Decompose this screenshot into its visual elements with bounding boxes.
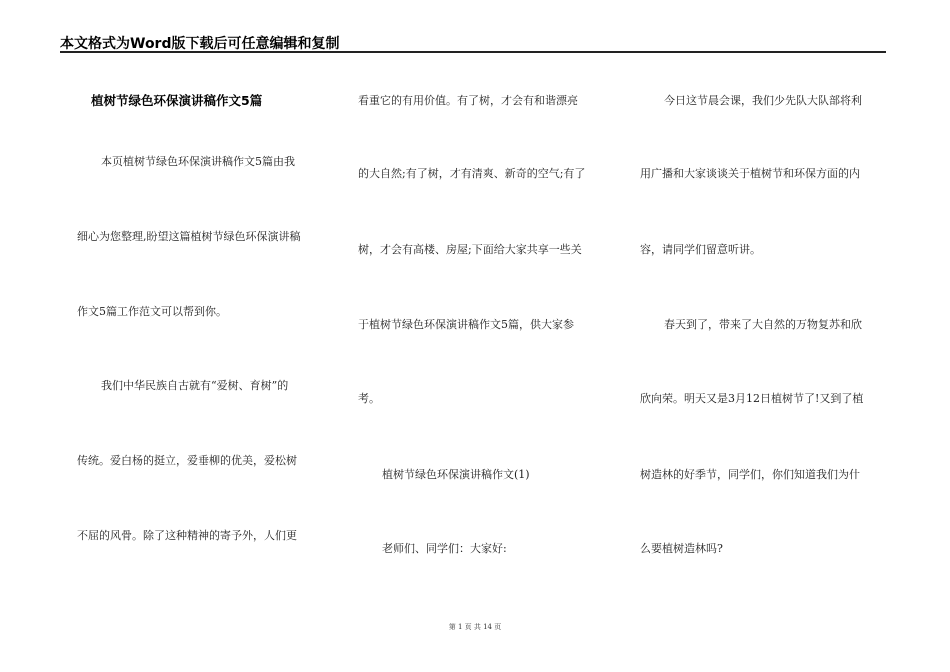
paragraph-line: 于植树节绿色环保演讲稿作文5篇，供大家参 bbox=[358, 318, 574, 331]
text-column-2 bbox=[358, 82, 608, 602]
page-number: 第 1 页 共 14 页 bbox=[448, 623, 502, 631]
paragraph-line: 么要植树造林吗? bbox=[640, 542, 723, 555]
paragraph-line: 传统。爱白杨的挺立，爱垂柳的优美，爱松树 bbox=[77, 454, 297, 467]
paragraph-line: 容，请同学们留意听讲。 bbox=[640, 243, 761, 256]
text-column-1 bbox=[77, 82, 327, 602]
paragraph-line: 欣向荣。明天又是3月12日植树节了!又到了植 bbox=[640, 392, 864, 405]
banner-divider bbox=[60, 51, 886, 53]
section-heading: 植树节绿色环保演讲稿作文(1) bbox=[382, 468, 530, 481]
paragraph-line: 细心为您整理,盼望这篇植树节绿色环保演讲稿 bbox=[77, 230, 301, 243]
paragraph-line: 不屈的风骨。除了这种精神的寄予外，人们更 bbox=[77, 529, 297, 542]
paragraph-line: 今日这节晨会课，我们少先队大队部将利 bbox=[664, 94, 862, 107]
paragraph-line: 我们中华民族自古就有“爱树、育树”的 bbox=[101, 379, 289, 392]
salutation: 老师们、同学们：大家好: bbox=[382, 542, 507, 555]
paragraph-line: 考。 bbox=[358, 392, 380, 405]
paragraph-line: 本页植树节绿色环保演讲稿作文5篇由我 bbox=[101, 155, 295, 168]
paragraph-line: 看重它的有用价值。有了树，才会有和谐漂亮 bbox=[358, 94, 578, 107]
paragraph-line: 树，才会有高楼、房屋;下面给大家共享一些关 bbox=[358, 243, 582, 256]
paragraph-line: 用广播和大家谈谈关于植树节和环保方面的内 bbox=[640, 167, 860, 180]
paragraph-line: 树造林的好季节，同学们，你们知道我们为什 bbox=[640, 468, 860, 481]
document-banner: 本文格式为Word版下载后可任意编辑和复制 bbox=[60, 36, 340, 52]
paragraph-line: 春天到了，带来了大自然的万物复苏和欣 bbox=[664, 318, 862, 331]
paragraph-line: 作文5篇工作范文可以帮到你。 bbox=[77, 305, 227, 318]
text-column-3 bbox=[640, 82, 890, 602]
article-title: 植树节绿色环保演讲稿作文5篇 bbox=[91, 93, 263, 108]
paragraph-line: 的大自然;有了树，才有清爽、新奇的空气;有了 bbox=[358, 167, 586, 180]
